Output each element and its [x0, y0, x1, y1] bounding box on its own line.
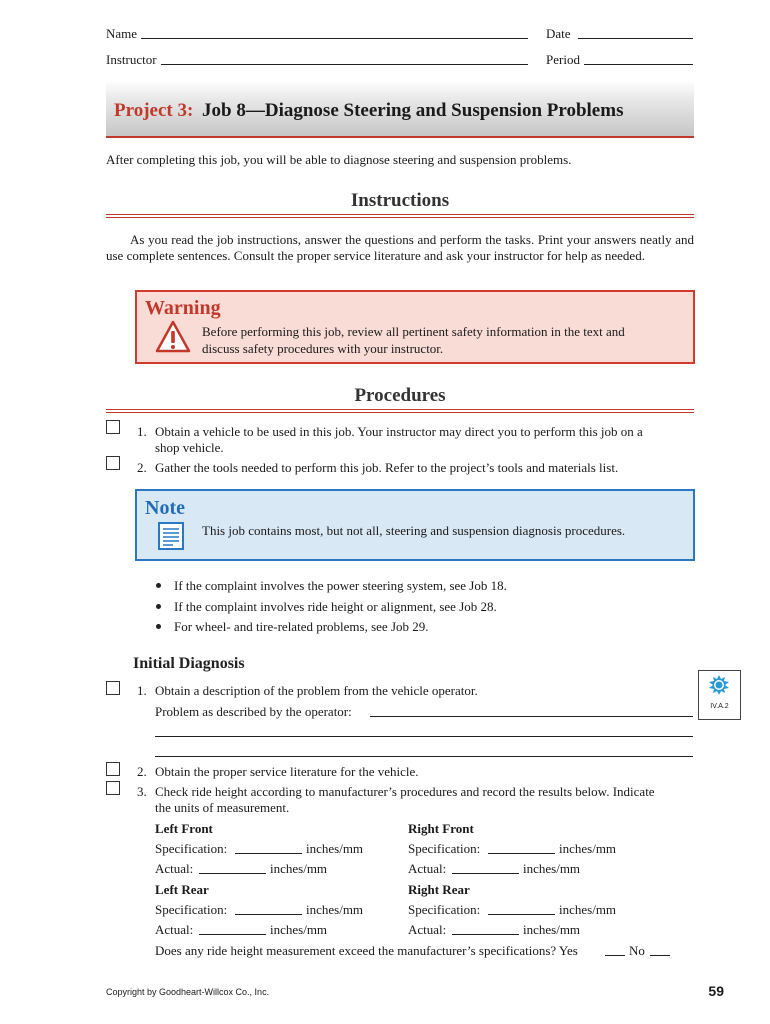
instructions-heading: Instructions: [350, 190, 450, 211]
problem-label: Problem as described by the operator:: [155, 704, 352, 719]
diagnosis-2-text: Obtain the proper service literature for the vehicle.: [155, 764, 419, 779]
warning-line-1: Before performing this job, review all pertinent safety information in the text and: [202, 324, 625, 339]
title-banner: [106, 80, 694, 136]
date-field[interactable]: [578, 38, 693, 39]
rr-spec-label: Specification:: [408, 902, 481, 917]
lf-actual-field[interactable]: [199, 873, 266, 874]
left-front-heading: Left Front: [155, 821, 213, 836]
procedure-1-number: 1.: [137, 424, 147, 439]
bullet-item-2: If the complaint involves ride height or alignment, see Job 28.: [174, 599, 497, 614]
task-code: IV.A.2: [710, 703, 729, 710]
diagnosis-2-number: 2.: [137, 764, 147, 779]
checkbox-procedure-2[interactable]: [106, 456, 120, 470]
lf-actual-unit: inches/mm: [270, 861, 328, 876]
lf-spec-field[interactable]: [235, 853, 302, 854]
rr-actual-field[interactable]: [452, 934, 519, 935]
warning-triangle-icon: [155, 320, 191, 354]
bullet-dot: [156, 604, 161, 609]
task-badge: [698, 670, 741, 720]
procedure-2-text: Gather the tools needed to perform this job. Refer to the project’s tools and materials list.: [155, 460, 619, 475]
period-field[interactable]: [584, 64, 693, 65]
checkbox-diagnosis-3[interactable]: [106, 781, 120, 795]
procedure-1-line-2: shop vehicle.: [155, 440, 224, 455]
rf-actual-unit: inches/mm: [523, 861, 581, 876]
right-front-heading: Right Front: [408, 821, 474, 836]
name-field[interactable]: [141, 38, 528, 39]
lf-spec-unit: inches/mm: [306, 841, 364, 856]
rr-spec-unit: inches/mm: [559, 902, 617, 917]
checkbox-diagnosis-1[interactable]: [106, 681, 120, 695]
instructor-field[interactable]: [161, 64, 528, 65]
certification-seal-icon: [709, 675, 729, 695]
rr-spec-field[interactable]: [488, 914, 555, 915]
diagnosis-3-line-1: Check ride height according to manufacturer’s procedures and record the results below. Indicate: [155, 784, 655, 799]
rf-spec-label: Specification:: [408, 841, 481, 856]
date-label: Date: [546, 26, 571, 41]
lf-spec-label: Specification:: [155, 841, 228, 856]
checkbox-procedure-1[interactable]: [106, 420, 120, 434]
instructions-rule-bottom: [106, 217, 694, 218]
problem-answer-line-3[interactable]: [155, 756, 693, 757]
warning-title: Warning: [145, 297, 221, 319]
job-title: Job 8—Diagnose Steering and Suspension Problems: [202, 100, 624, 121]
right-rear-heading: Right Rear: [408, 882, 470, 897]
bullet-dot: [156, 583, 161, 588]
rf-actual-label: Actual:: [408, 861, 447, 876]
problem-answer-line-2[interactable]: [155, 736, 693, 737]
instructor-label: Instructor: [106, 52, 157, 67]
intro-text: After completing this job, you will be able to diagnose steering and suspension problems.: [106, 152, 572, 167]
checkbox-diagnosis-2[interactable]: [106, 762, 120, 776]
lr-spec-label: Specification:: [155, 902, 228, 917]
procedure-2-number: 2.: [137, 460, 147, 475]
no-label: No: [629, 943, 645, 958]
banner-rule: [106, 136, 694, 138]
note-box: [135, 489, 695, 561]
diagnosis-1-number: 1.: [137, 683, 147, 698]
project-label: Project 3:: [114, 100, 194, 121]
warning-line-2: discuss safety procedures with your instructor.: [202, 341, 444, 356]
diagnosis-1-text: Obtain a description of the problem from the vehicle operator.: [155, 683, 478, 698]
diagnosis-3-line-2: the units of measurement.: [155, 800, 290, 815]
instructions-text: As you read the job instructions, answer the questions and perform the tasks. Print your answers neatly and use complete sentences. Consult the proper service literature and ask your instructor for help as needed.: [106, 232, 694, 263]
procedures-rule-top: [106, 409, 694, 410]
left-rear-heading: Left Rear: [155, 882, 209, 897]
procedure-1-line-1: Obtain a vehicle to be used in this job. Your instructor may direct you to perform this job on a: [155, 424, 643, 439]
ride-height-question: Does any ride height measurement exceed the manufacturer’s specifications? Yes: [155, 943, 578, 958]
lr-actual-unit: inches/mm: [270, 922, 328, 937]
initial-diagnosis-heading: Initial Diagnosis: [133, 655, 245, 672]
rf-spec-field[interactable]: [488, 853, 555, 854]
rf-actual-field[interactable]: [452, 873, 519, 874]
page-number: 59: [708, 983, 724, 999]
lr-actual-label: Actual:: [155, 922, 194, 937]
instructions-rule-top: [106, 214, 694, 215]
rr-actual-unit: inches/mm: [523, 922, 581, 937]
warning-box: [135, 290, 695, 364]
note-text: This job contains most, but not all, steering and suspension diagnosis procedures.: [202, 523, 626, 538]
procedures-heading: Procedures: [354, 385, 446, 406]
bullet-item-3: For wheel- and tire-related problems, see Job 29.: [174, 619, 429, 634]
note-pad-icon: [157, 521, 185, 551]
lr-actual-field[interactable]: [199, 934, 266, 935]
bullet-item-1: If the complaint involves the power steering system, see Job 18.: [174, 578, 507, 593]
lf-actual-label: Actual:: [155, 861, 194, 876]
problem-answer-line-1[interactable]: [370, 716, 693, 717]
no-answer-field[interactable]: [650, 955, 670, 956]
yes-answer-field[interactable]: [605, 955, 625, 956]
lr-spec-field[interactable]: [235, 914, 302, 915]
lr-spec-unit: inches/mm: [306, 902, 364, 917]
rf-spec-unit: inches/mm: [559, 841, 617, 856]
rr-actual-label: Actual:: [408, 922, 447, 937]
name-label: Name: [106, 26, 138, 41]
note-title: Note: [145, 497, 185, 519]
diagnosis-3-number: 3.: [137, 784, 147, 799]
copyright: Copyright by Goodheart-Willcox Co., Inc.: [106, 987, 270, 997]
bullet-dot: [156, 624, 161, 629]
procedures-rule-bottom: [106, 412, 694, 413]
period-label: Period: [546, 52, 580, 67]
